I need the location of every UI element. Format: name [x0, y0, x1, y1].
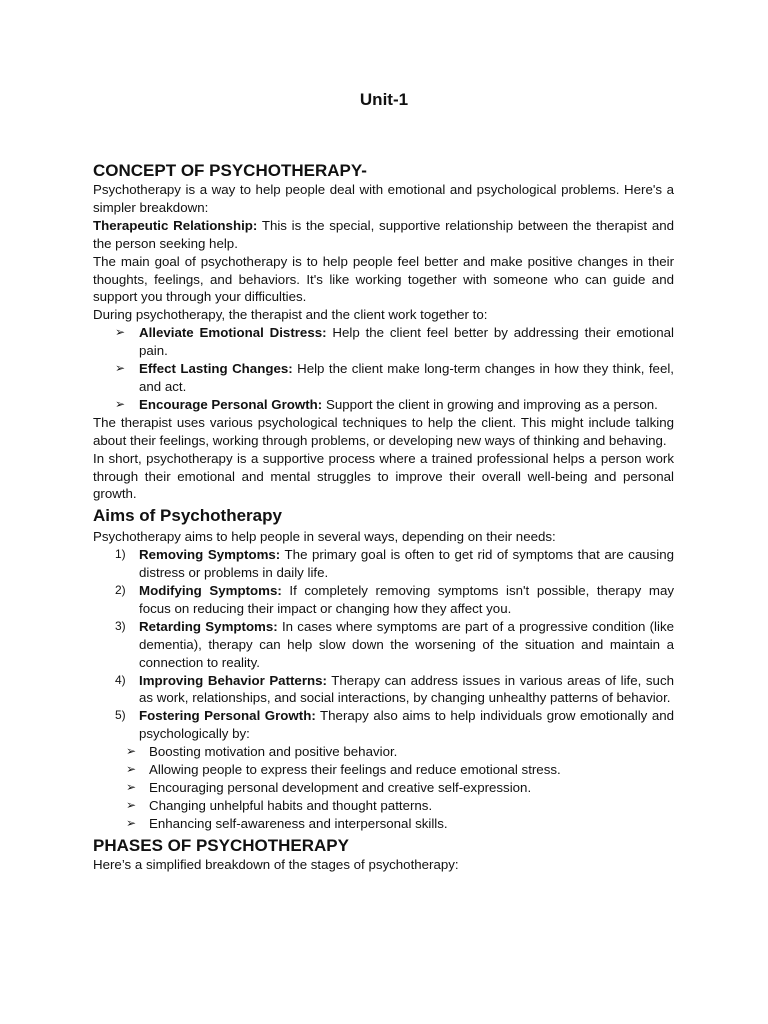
- list-item: [93, 546, 674, 582]
- summary-paragraph: In short, psychotherapy is a supportive process where a trained professional helps a person work through their emotional and mental struggles to improve their overall well-being and personal growth.: [93, 450, 674, 502]
- sub-item-text: Encouraging personal development and creative self-expression.: [149, 780, 532, 795]
- list-item: [93, 672, 674, 708]
- document-body: [93, 0, 674, 874]
- concept-heading: CONCEPT OF PSYCHOTHERAPY-: [93, 161, 367, 180]
- item-text: In cases where symptoms are part of a progressive condition (like dementia), therapy can help slow down the worsening of the situation and maintain a connection to reality.: [139, 618, 674, 670]
- item-text: Therapy also aims to help individuals grow emotionally and psychologically by:: [139, 708, 675, 742]
- sub-item-text: Allowing people to express their feelings and reduce emotional stress.: [149, 762, 561, 778]
- arrow-bullet-icon: ➢: [115, 325, 126, 340]
- list-item: [93, 618, 674, 672]
- concept-bullet-list: [93, 324, 674, 414]
- therapeutic-relationship-paragraph: [93, 217, 674, 253]
- bullet-label: Effect Lasting Changes:: [139, 361, 293, 377]
- arrow-bullet-icon: ➢: [126, 744, 137, 759]
- item-text: If completely removing symptoms isn't possible, therapy may focus on reducing their impact or changing how they affect you.: [139, 583, 674, 616]
- bullet-text: Help the client make long-term changes in how they think, feel, and act.: [139, 361, 674, 394]
- list-item: [93, 815, 674, 833]
- item-number: 5): [115, 708, 126, 723]
- item-label: Fostering Personal Growth:: [139, 708, 316, 724]
- sub-item-text: Boosting motivation and positive behavior.: [149, 744, 398, 760]
- therapeutic-relationship-label: Therapeutic Relationship:: [93, 217, 258, 233]
- list-item: [93, 582, 674, 618]
- list-item: [93, 743, 674, 761]
- list-item: [93, 761, 674, 779]
- item-number: 2): [115, 583, 126, 598]
- arrow-bullet-icon: ➢: [126, 780, 137, 794]
- item-number: 3): [115, 618, 126, 633]
- list-item: [93, 324, 674, 360]
- during-paragraph: During psychotherapy, the therapist and the client work together to:: [93, 307, 488, 323]
- item-number: 1): [115, 547, 126, 562]
- bullet-label: Encourage Personal Growth:: [139, 396, 323, 412]
- aims-intro: Psychotherapy aims to help people in several ways, depending on their needs:: [93, 529, 556, 545]
- list-item: [93, 396, 674, 414]
- item-label: Removing Symptoms:: [139, 547, 281, 563]
- aims-heading: Aims of Psychotherapy: [93, 506, 282, 526]
- unit-title: Unit-1: [359, 90, 409, 109]
- item-label: Modifying Symptoms:: [139, 583, 282, 599]
- list-item: [93, 360, 674, 396]
- phases-heading: PHASES OF PSYCHOTHERAPY: [93, 835, 349, 855]
- bullet-text: Support the client in growing and improving as a person.: [322, 396, 658, 412]
- list-item: [93, 797, 674, 815]
- therapeutic-relationship-text: This is the special, supportive relationship between the therapist and the person seeking help.: [93, 217, 675, 251]
- item-label: Improving Behavior Patterns:: [139, 672, 327, 688]
- bullet-text: Help the client feel better by addressing their emotional pain.: [139, 325, 674, 359]
- goal-paragraph: The main goal of psychotherapy is to help people feel better and make positive changes in their thoughts, feelings, and behaviors. It's like working together with someone who can guide and support you through your difficulties.: [93, 253, 674, 305]
- aims-numbered-list: [93, 546, 674, 743]
- list-item: [93, 779, 674, 797]
- item-number: 4): [115, 672, 126, 687]
- item-label: Retarding Symptoms:: [139, 618, 278, 634]
- growth-sub-list: [93, 743, 674, 833]
- arrow-bullet-icon: ➢: [126, 762, 137, 777]
- concept-intro: Psychotherapy is a way to help people deal with emotional and psychological problems. Here's a simpler breakdown:: [93, 182, 674, 215]
- list-item: [93, 707, 674, 743]
- arrow-bullet-icon: ➢: [115, 361, 126, 376]
- arrow-bullet-icon: ➢: [115, 396, 126, 411]
- sub-item-text: Changing unhelpful habits and thought patterns.: [149, 797, 433, 813]
- item-text: Therapy can address issues in various areas of life, such as work, relationships, and social interactions, by changing unhealthy patterns of behavior.: [139, 672, 674, 706]
- bullet-label: Alleviate Emotional Distress:: [139, 325, 327, 341]
- item-text: The primary goal is often to get rid of symptoms that are causing distress or problems in daily life.: [139, 547, 674, 581]
- techniques-paragraph: The therapist uses various psychological techniques to help the client. This might include talking about their feelings, working through problems, or developing new ways of thinking and behaving.: [93, 414, 674, 448]
- sub-item-text: Enhancing self-awareness and interpersonal skills.: [149, 815, 448, 831]
- arrow-bullet-icon: ➢: [126, 797, 137, 812]
- arrow-bullet-icon: ➢: [126, 815, 137, 830]
- phases-intro: Here’s a simplified breakdown of the stages of psychotherapy:: [93, 856, 459, 872]
